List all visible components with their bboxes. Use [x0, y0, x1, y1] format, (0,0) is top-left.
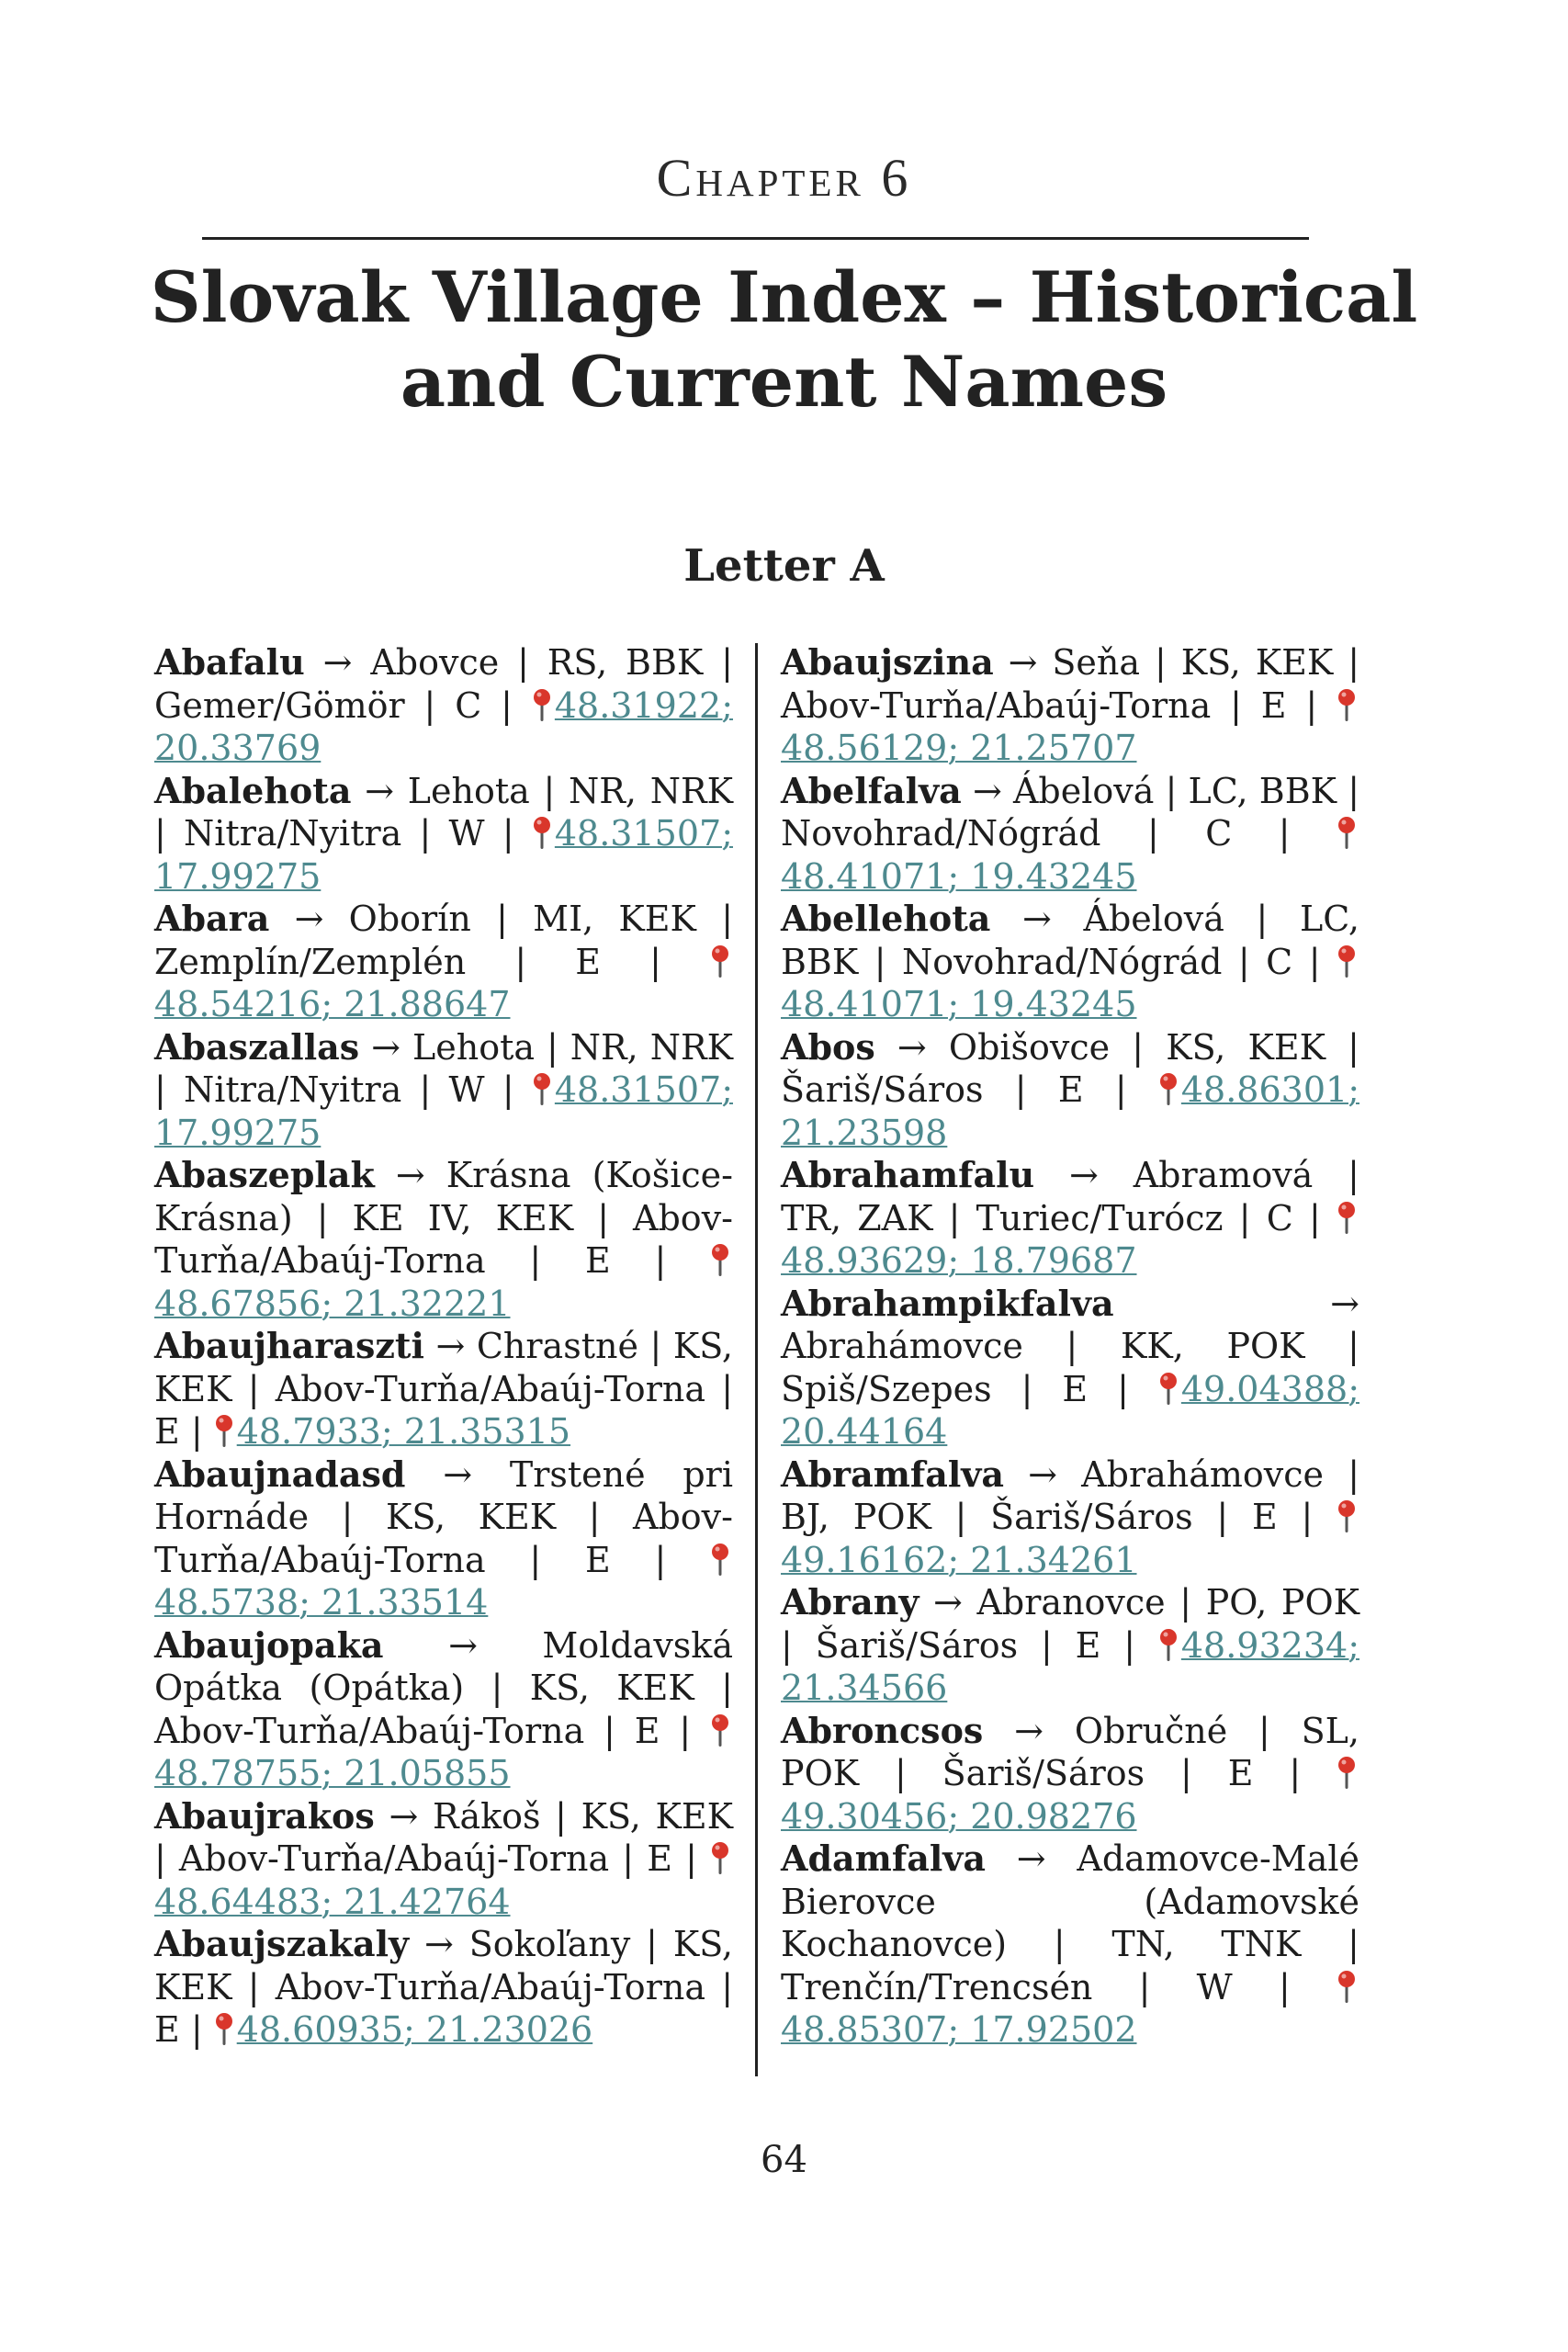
page-number: 64 — [761, 2139, 807, 2181]
column-divider — [755, 643, 758, 2076]
entry-name: Abaujrakos — [154, 1794, 375, 1837]
coordinates-link[interactable]: 48.93629; 18.79687 — [781, 1240, 1137, 1281]
map-pin-icon — [1337, 816, 1357, 851]
index-entry — [781, 1838, 1359, 2052]
map-pin-icon — [710, 1543, 730, 1577]
entry-name: Abaszallas — [154, 1025, 360, 1068]
entry-details: → Ábelová | LC, BBK | Novohrad/Nógrád | C | — [781, 770, 1359, 854]
map-pin-icon — [1337, 1756, 1357, 1791]
coordinates-link[interactable]: 48.64483; 21.42764 — [154, 1881, 511, 1922]
entry-name: Abafalu — [154, 641, 305, 683]
index-entry — [154, 1026, 733, 1155]
coordinates-link[interactable]: 48.41071; 19.43245 — [781, 855, 1137, 897]
index-entry — [154, 641, 733, 770]
index-column-right — [781, 641, 1359, 2052]
map-pin-icon — [1337, 1201, 1357, 1236]
coordinates-link[interactable]: 48.7933; 21.35315 — [236, 1411, 571, 1452]
entry-name: Adamfalva — [781, 1838, 986, 1879]
coordinates-link[interactable]: 49.30456; 20.98276 — [781, 1795, 1137, 1837]
entry-details: → Lehota | NR, NRK | Nitra/Nyitra | W | — [154, 770, 733, 854]
coordinates-link[interactable]: 48.5738; 21.33514 — [154, 1582, 489, 1623]
entry-name: Abrahamfalu — [781, 1154, 1035, 1195]
entry-details: → Seňa | KS, KEK | Abov-Turňa/Abaúj-Torna | E | — [781, 642, 1359, 726]
entry-name: Abara — [154, 898, 270, 939]
entry-name: Abramfalva — [781, 1453, 1005, 1495]
index-column-left — [154, 641, 733, 2052]
entry-name: Abroncsos — [781, 1709, 984, 1751]
entry-details: → Abranovce | PO, POK | Šariš/Sáros | E | — [781, 1582, 1359, 1666]
entry-details: → Ábelová | LC, BBK | Novohrad/Nógrád | C | — [781, 899, 1359, 982]
index-entry — [154, 1154, 733, 1325]
index-entry — [154, 1624, 733, 1795]
entry-name: Abalehota — [154, 769, 352, 811]
chapter-title-line-2: and Current Names — [400, 341, 1168, 423]
chapter-title — [0, 255, 1568, 424]
map-pin-icon — [1158, 1628, 1179, 1663]
chapter-title-line-1: Slovak Village Index – Historical — [150, 256, 1418, 338]
index-entry — [781, 770, 1359, 899]
entry-details: → Adamovce-Malé Bierovce (Adamovské Kochanovce) | TN, TNK | Trenčín/Trencsén | W | — [781, 1838, 1359, 2007]
index-entry — [154, 1453, 733, 1624]
entry-details: → Abrahámovce | BJ, POK | Šariš/Sáros | E | — [781, 1453, 1359, 1537]
map-pin-icon — [214, 1414, 234, 1449]
coordinates-link[interactable]: 48.31922; 20.33769 — [154, 684, 733, 768]
entry-name: Abelfalva — [781, 769, 962, 811]
map-pin-icon — [1337, 1970, 1357, 2005]
index-entry — [781, 1581, 1359, 1710]
map-pin-icon — [532, 816, 552, 851]
chapter-label — [0, 147, 1568, 209]
map-pin-icon — [1158, 1372, 1179, 1407]
coordinates-link[interactable]: 48.54216; 21.88647 — [154, 984, 511, 1024]
map-pin-icon — [710, 1713, 730, 1748]
coordinates-link[interactable]: 48.67856; 21.32221 — [154, 1283, 511, 1324]
entry-details: → Obišovce | KS, KEK | Šariš/Sáros | E | — [781, 1026, 1359, 1110]
chapter-divider — [202, 237, 1309, 240]
index-entry — [781, 641, 1359, 770]
map-pin-icon — [214, 2012, 234, 2047]
index-entry — [781, 898, 1359, 1026]
entry-name: Abaujszakaly — [154, 1923, 410, 1964]
entry-details: → Obručné | SL, POK | Šariš/Sáros | E | — [781, 1710, 1359, 1793]
entry-name: Abaszeplak — [154, 1154, 375, 1195]
entry-name: Abrahampikfalva — [781, 1282, 1114, 1324]
entry-name: Abaujopaka — [154, 1623, 384, 1666]
coordinates-link[interactable]: 48.86301; 21.23598 — [781, 1069, 1359, 1153]
map-pin-icon — [1337, 1499, 1357, 1534]
index-entry — [154, 898, 733, 1026]
coordinates-link[interactable]: 48.78755; 21.05855 — [154, 1753, 511, 1793]
entry-details: → Abrahámovce | KK, POK | Spiš/Szepes | E | — [781, 1283, 1359, 1409]
coordinates-link[interactable]: 48.31507; 17.99275 — [154, 813, 733, 897]
index-entry — [154, 1795, 733, 1924]
entry-name: Abaujnadasd — [154, 1453, 406, 1495]
entry-name: Abaujszina — [781, 641, 994, 683]
entry-details: → Trstené pri Hornáde | KS, KEK | Abov-Turňa/Abaúj-Torna | E | — [154, 1453, 733, 1580]
index-entry — [781, 1453, 1359, 1582]
entry-name: Abos — [781, 1025, 875, 1068]
map-pin-icon — [532, 688, 552, 723]
index-entry — [781, 1026, 1359, 1155]
coordinates-link[interactable]: 48.41071; 19.43245 — [781, 984, 1137, 1024]
map-pin-icon — [1158, 1072, 1179, 1107]
index-entry — [781, 1154, 1359, 1283]
index-entry — [154, 1325, 733, 1453]
coordinates-link[interactable]: 48.56129; 21.25707 — [781, 728, 1137, 768]
entry-details: → Rákoš | KS, KEK | Abov-Turňa/Abaúj-Torna | E | — [154, 1795, 733, 1879]
map-pin-icon — [532, 1072, 552, 1107]
coordinates-link[interactable]: 48.85307; 17.92502 — [781, 2009, 1137, 2050]
map-pin-icon — [1337, 688, 1357, 723]
entry-details: → Chrastné | KS, KEK | Abov-Turňa/Abaúj-Torna | E | — [154, 1326, 733, 1452]
coordinates-link[interactable]: 49.04388; 20.44164 — [781, 1368, 1359, 1452]
coordinates-link[interactable]: 49.16162; 21.34261 — [781, 1539, 1137, 1580]
entry-name: Abrany — [781, 1581, 919, 1623]
entry-details: → Krásna (Košice-Krásna) | KE IV, KEK | Abov-Turňa/Abaúj-Torna | E | — [154, 1155, 733, 1281]
map-pin-icon — [1337, 944, 1357, 979]
map-pin-icon — [710, 1841, 730, 1876]
coordinates-link[interactable]: 48.93234; 21.34566 — [781, 1624, 1359, 1708]
index-entry — [154, 1923, 733, 2052]
index-entry — [781, 1710, 1359, 1838]
entry-details: → Lehota | NR, NRK | Nitra/Nyitra | W | — [154, 1026, 733, 1110]
entry-name: Abaujharaszti — [154, 1325, 424, 1366]
section-title: Letter A — [683, 540, 885, 592]
entry-details: → Abramová | TR, ZAK | Turiec/Turócz | C | — [781, 1155, 1359, 1238]
entry-details: → Moldavská Opátka (Opátka) | KS, KEK | Abov-Turňa/Abaúj-Torna | E | — [154, 1624, 733, 1751]
entry-name: Abellehota — [781, 898, 991, 939]
chapter-label-text: Chapter 6 — [656, 148, 912, 208]
index-entry — [781, 1283, 1359, 1453]
map-pin-icon — [710, 1243, 730, 1278]
coordinates-link[interactable]: 48.31507; 17.99275 — [154, 1069, 733, 1153]
entry-details: → Oborín | MI, KEK | Zemplín/Zemplén | E | — [154, 899, 733, 982]
map-pin-icon — [710, 944, 730, 979]
coordinates-link[interactable]: 48.60935; 21.23026 — [236, 2009, 593, 2050]
entry-details: → Sokoľany | KS, KEK | Abov-Turňa/Abaúj-Torna | E | — [154, 1924, 733, 2050]
entry-details: → Abovce | RS, BBK | Gemer/Gömör | C | — [154, 642, 733, 726]
index-entry — [154, 770, 733, 899]
